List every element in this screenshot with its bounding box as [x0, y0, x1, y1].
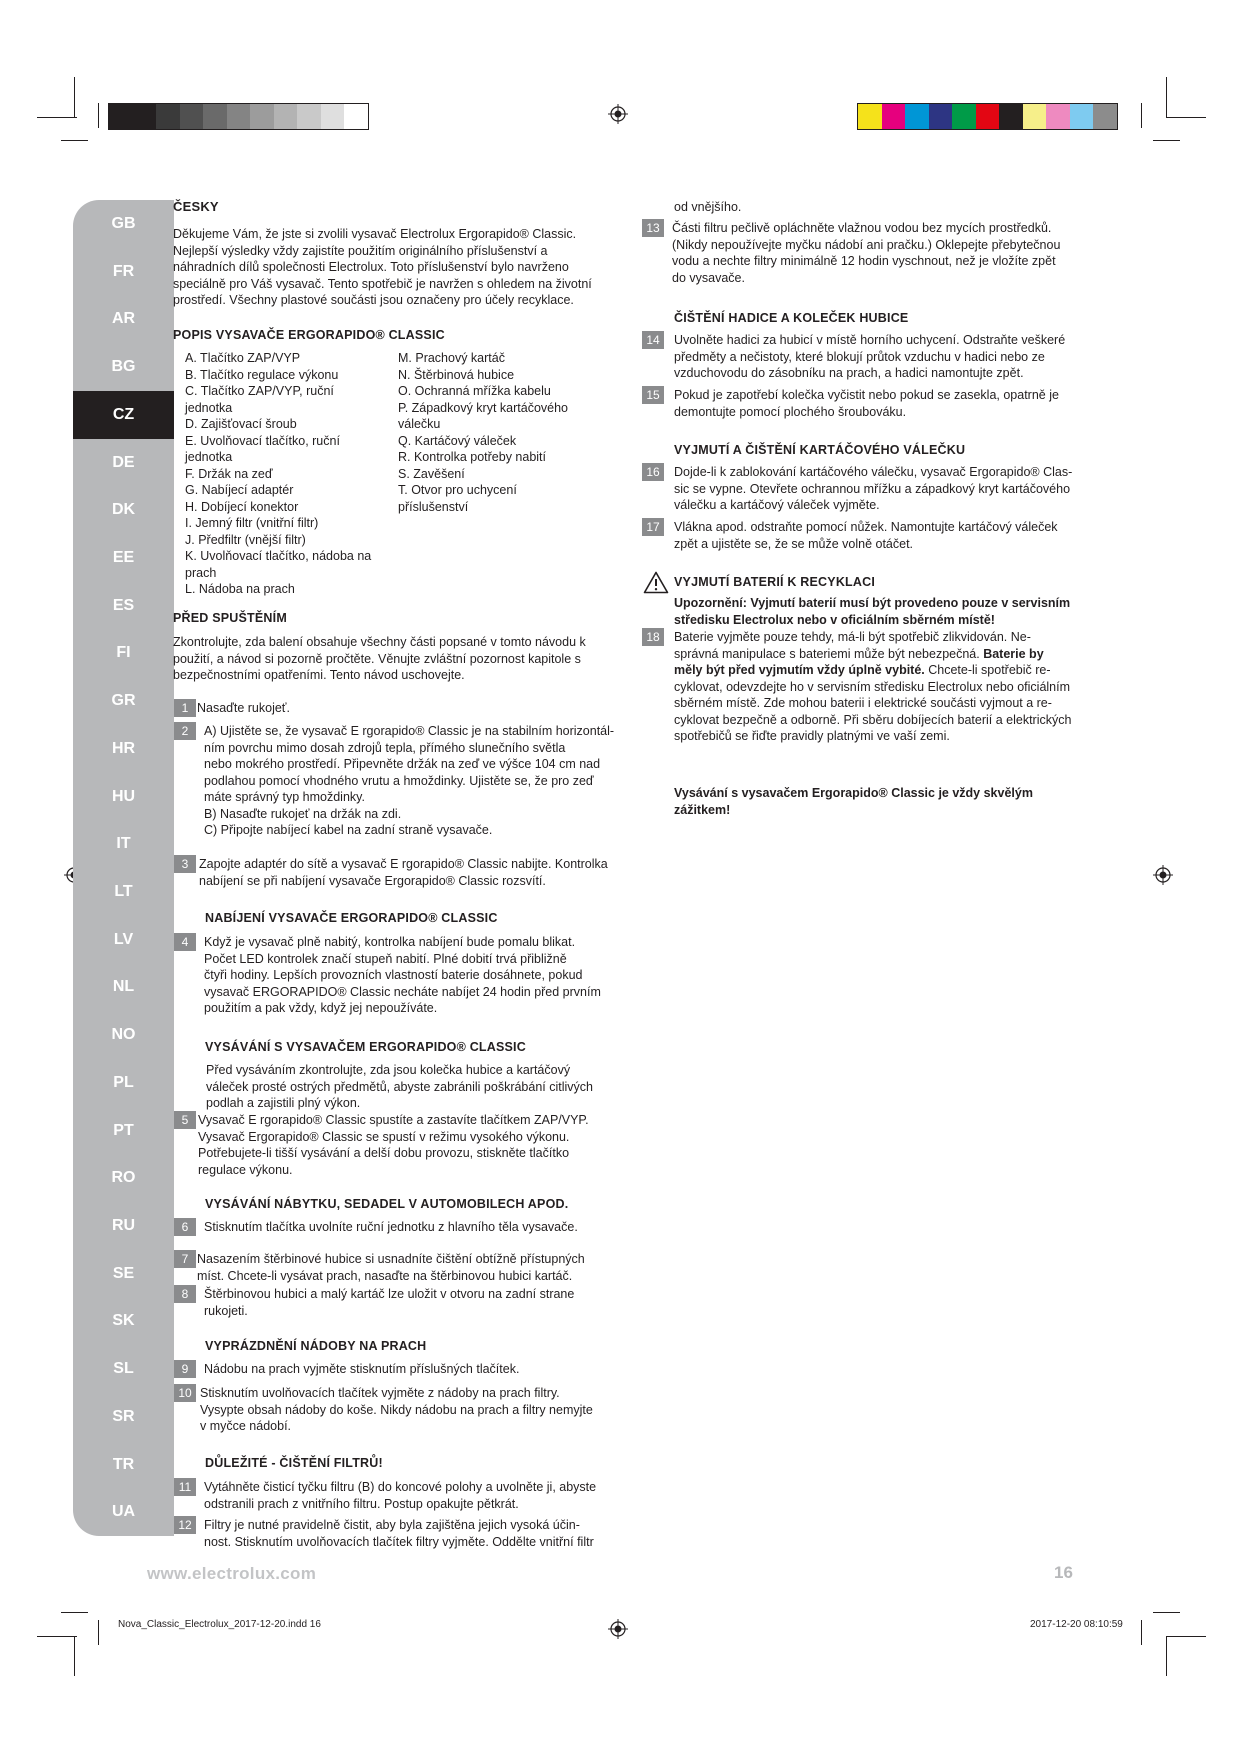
color-swatch — [882, 104, 906, 129]
color-swatch — [858, 104, 882, 129]
gray-swatch — [180, 104, 204, 129]
step-number: 2 — [174, 722, 196, 740]
page-number: 16 — [1054, 1563, 1073, 1582]
tab-pt: PT — [113, 1121, 134, 1139]
tab-dk: DK — [111, 501, 136, 519]
color-swatch — [1046, 104, 1070, 129]
battery-warning-text: Upozornění: Vyjmutí baterií musí být provedeno pouze v servisním středisku Electrolux nebo v oficiálním sběrném místě! — [674, 596, 1071, 627]
grayscale-bar — [108, 103, 369, 130]
slug-file: Nova_Classic_Electrolux_2017-12-20.indd 16 — [118, 1619, 321, 1630]
step-10-text: Stisknutím uvolňovacích tlačítek vyjměte z nádoby na prach filtry. Vysypte obsah nádoby do koše. Nikdy nádobu na prach a filtry nemyjte v myčce nádobí. — [200, 1386, 593, 1433]
footer-url: www.electrolux.com — [147, 1564, 317, 1583]
step-number: 11 — [174, 1478, 196, 1496]
tab-nl: NL — [112, 978, 135, 996]
step-number: 14 — [642, 331, 664, 349]
registration-mark-icon — [608, 1619, 628, 1639]
color-swatch — [929, 104, 953, 129]
step-6-text: Stisknutím tlačítka uvolníte ruční jednotku z hlavního těla vysavače. — [204, 1220, 578, 1234]
intro-text: Děkujeme Vám, že jste si zvolili vysavač Electrolux Ergorapido® Classic. Nejlepší výsledky vždy zajistíte použitím originálního příslušenství a náhradních dílů společnosti Electrolux. Toto příslušenství bylo navrženo speciálně pro Váš vysavač. Tento spotřebič je navržen s ohledem na životní prostředí. Všechny plastové součásti jsou označeny pro účely recyklace. — [173, 227, 592, 307]
color-swatch — [999, 104, 1023, 129]
section-title-filters: DŮLEŽITÉ - ČIŠTĚNÍ FILTRŮ! — [205, 1456, 383, 1470]
step-2-text: A) Ujistěte se, že vysavač E rgorapido® Classic je na stabilním horizontál- ním povrchu mimo dosah zdrojů tepla, přímého slunečního světla nebo mokrého prostředí. Připevněte držák na zeď ve výšce 104 cm nad podlahou pomocí vhodného vrutu a hmoždinky. Ujistěte se, že pro zeď máte správný typ hmoždinky. B) Nasaďte rukojeť na držák na zdi. C) Připojte nabíjecí kabel na zadní straně vysavače. — [204, 724, 615, 837]
tab-ro: RO — [111, 1169, 136, 1187]
warning-icon — [643, 571, 669, 594]
step-number: 7 — [174, 1250, 196, 1268]
gray-swatch — [133, 104, 157, 129]
tab-sr: SR — [112, 1407, 135, 1425]
step-number: 6 — [174, 1218, 196, 1236]
step-number: 15 — [642, 386, 664, 404]
parts-list-col1: A. Tlačítko ZAP/VYP B. Tlačítko regulace výkonu C. Tlačítko ZAP/VYP, ruční jednotka D. Zajišťovací šroub E. Uvolňovací tlačítko, ruční jednotka F. Držák na zeď G. Nabíjecí adaptér H. Dobíjecí konektor I. Jemný filtr (vnitřní filtr) J. Předfiltr (vnější filtr) K. Uvolňovací tlačítko, nádoba na prach L. Nádoba na prach — [185, 351, 372, 596]
color-swatch — [1093, 104, 1117, 129]
tab-ua: UA — [111, 1503, 136, 1521]
color-swatch — [976, 104, 1000, 129]
tab-ar: AR — [111, 310, 136, 328]
gray-swatch — [321, 104, 345, 129]
vacuuming-text: Před vysáváním zkontrolujte, zda jsou kolečka hubice a kartáčový váleček prosté ostrých předmětů, abyste zabránili poškrábání citlivých podlah a zajistili plný výkon. — [206, 1063, 593, 1110]
color-swatch — [905, 104, 929, 129]
section-title-furniture: VYSÁVÁNÍ NÁBYTKU, SEDADEL V AUTOMOBILECH APOD. — [205, 1197, 569, 1211]
parts-list-col2: M. Prachový kartáč N. Štěrbinová hubice O. Ochranná mřížka kabelu P. Západkový kryt kartáčového válečku Q. Kartáčový váleček R. Kontrolka potřeby nabití S. Zavěšení T. Otvor pro uchycení příslušenství — [398, 351, 568, 514]
step-number: 17 — [642, 518, 664, 536]
section-title-vacuuming: VYSÁVÁNÍ S VYSAVAČEM ERGORAPIDO® CLASSIC — [205, 1040, 526, 1054]
step-5-text: Vysavač E rgorapido® Classic spustíte a zastavíte tlačítkem ZAP/VYP. Vysavač Ergorapido® Classic se spustí v režimu vysokého výkonu. Potřebujete-li tišší vysávání a delší dobu provozu, stiskněte tlačítko regulace výkonu. — [198, 1113, 589, 1177]
step-9-text: Nádobu na prach vyjměte stisknutím příslušných tlačítek. — [204, 1362, 520, 1376]
step-number: 13 — [642, 219, 664, 237]
color-swatch — [1070, 104, 1094, 129]
color-swatch — [952, 104, 976, 129]
step-number: 5 — [174, 1111, 196, 1129]
tab-se: SE — [112, 1264, 135, 1282]
step-number: 8 — [174, 1285, 196, 1303]
section-title-charging: NABÍJENÍ VYSAVAČE ERGORAPIDO® CLASSIC — [205, 911, 498, 925]
step-12-text: Filtry je nutné pravidelně čistit, aby byla zajištěna jejich vysoká účin- nost. Stisknutím uvolňovacích tlačítek filtry vyjměte. Oddělte vnitřní filtr — [204, 1518, 594, 1549]
tab-sk: SK — [112, 1312, 135, 1330]
tab-gb: GB — [111, 215, 136, 232]
before-start-text: Zkontrolujte, zda balení obsahuje všechny části popsané v tomto návodu k použití, a návod si pozorně pročtěte. Věnujte zvláštní pozornost kapitole s bezpečnostními opatřeními. Tento návod uschovejte. — [173, 635, 586, 682]
step-number: 4 — [174, 933, 196, 951]
step-18-part-a: Baterie vyjměte pouze tehdy, má-li být spotřebič zlikvidován. Ne- správná manipulace s bateriemi může být nebezpečná. — [674, 630, 1031, 661]
section-title-brushroll: VYJMUTÍ A ČIŠTĚNÍ KARTÁČOVÉHO VÁLEČKU — [674, 443, 966, 457]
step-number: 3 — [174, 855, 196, 873]
tab-lv: LV — [113, 930, 134, 948]
step-17-text: Vlákna apod. odstraňte pomocí nůžek. Namontujte kartáčový váleček zpět a ujistěte se, že se může volně otáčet. — [674, 520, 1058, 551]
tab-hr: HR — [111, 739, 136, 757]
step-15-text: Pokud je zapotřebí kolečka vyčistit nebo pokud se zasekla, opatrně je demontujte pomocí plochého šroubováku. — [674, 388, 1059, 419]
section-title-before-start: PŘED SPUŠTĚNÍM — [173, 611, 287, 625]
registration-mark-icon — [1153, 865, 1173, 885]
tab-no: NO — [111, 1026, 136, 1044]
step-number: 10 — [174, 1384, 196, 1402]
slug-date: 2017-12-20 08:10:59 — [1030, 1619, 1123, 1630]
process-color-bar — [857, 103, 1118, 130]
tab-cz: CZ — [73, 391, 174, 439]
step-16-text: Dojde-li k zablokování kartáčového válečku, vysavač Ergorapido® Clas- sic se vypne. Otevřete ochrannou mřížku a západkový kryt kartáčového válečku a kartáčový váleček vyjměte. — [674, 465, 1073, 512]
step-4-text: Když je vysavač plně nabitý, kontrolka nabíjení bude pomalu blikat. Počet LED kontrolek značí stupeň nabití. Plné dobití trvá přibližně čtyři hodiny. Lepších provozních vlastností baterie dosáhnete, pokud vysavač ERGORAPIDO® Classic necháte nabíjet 24 hodin před prvním použitím a pak vždy, když jej nepoužíváte. — [204, 935, 601, 1015]
tab-sl: SL — [113, 1360, 134, 1378]
step-number: 9 — [174, 1360, 196, 1378]
tab-ee: EE — [112, 549, 135, 566]
step-14-text: Uvolněte hadici za hubicí v místě horního uchycení. Odstraňte veškeré předměty a nečistoty, které blokují průtok vzduchu v hadici nebo ze vzduchovodu do zásobníku na prach, a hadici namontujte zpět. — [674, 333, 1066, 380]
section-title-battery: VYJMUTÍ BATERIÍ K RECYKLACI — [674, 575, 876, 589]
color-swatch — [1023, 104, 1047, 129]
gray-swatch — [109, 104, 133, 129]
step-11-text: Vytáhněte čisticí tyčku filtru (B) do koncové polohy a uvolněte ji, abyste odstranili prach z vnitřního filtru. Postup opakujte pětkrát. — [204, 1480, 597, 1511]
step-13-text: Části filtru pečlivě opláchněte vlažnou vodou bez mycích prostředků. (Nikdy nepoužívejte myčku nádobí ani pračku.) Oklepejte přebytečnou vodu a nechte filtry minimálně 12 hodin vyschnout, než je vložíte zpět do vysavače. — [672, 221, 1061, 285]
section-title-emptying: VYPRÁZDNĚNÍ NÁDOBY NA PRACH — [205, 1339, 427, 1353]
tab-tr: TR — [112, 1455, 135, 1473]
tab-de: DE — [112, 453, 135, 471]
gray-swatch — [227, 104, 251, 129]
closing-text: Vysávání s vysavačem Ergorapido® Classic je vždy skvělým zážitkem! — [674, 786, 1033, 817]
tab-hu: HU — [111, 787, 136, 805]
step-number: 18 — [642, 628, 664, 646]
gray-swatch — [344, 104, 368, 129]
tab-es: ES — [112, 596, 135, 614]
tab-fr: FR — [112, 262, 135, 280]
registration-mark-icon — [608, 104, 628, 124]
tab-bg: BG — [111, 358, 136, 376]
section-title-hose: ČIŠTĚNÍ HADICE A KOLEČEK HUBICE — [674, 311, 909, 325]
tab-it: IT — [116, 835, 131, 853]
section-title-description: POPIS VYSAVAČE ERGORAPIDO® CLASSIC — [173, 328, 445, 342]
gray-swatch — [297, 104, 321, 129]
tab-pl: PL — [113, 1073, 134, 1091]
tab-ru: RU — [111, 1217, 136, 1234]
tab-lt: LT — [114, 883, 133, 900]
language-tabs — [73, 200, 174, 1536]
step-18-text — [674, 629, 1114, 745]
tab-fi: FI — [116, 644, 131, 662]
step-number: 12 — [174, 1516, 196, 1534]
step-1-text: Nasaďte rukojeť. — [197, 701, 290, 715]
page-title: ČESKY — [173, 199, 219, 214]
step-18-part-c: Chcete-li spotřebič re- cyklovat, odevzdejte ho v servisním středisku Electrolux nebo oficiálním sběrném místě. Zde mohou baterii i elektrické součásti vyjmout a re- cyklovat bezpečně a odborně. Při sběru dobíjecích baterií a elektrických spotřebičů se řiďte pravidly platnými ve vaší zemi. — [674, 663, 1072, 743]
tab-gr: GR — [111, 692, 136, 710]
step-3-text: Zapojte adaptér do sítě a vysavač E rgorapido® Classic nabijte. Kontrolka nabíjení se při nabíjení vysavače Ergorapido® Classic rozsvítí. — [199, 857, 608, 888]
gray-swatch — [156, 104, 180, 129]
step-number: 16 — [642, 463, 664, 481]
gray-swatch — [250, 104, 274, 129]
step-7-text: Nasazením štěrbinové hubice si usnadníte čištění obtížně přístupných míst. Chcete-li vysávat prach, nasaďte na štěrbinovou hubici kartáč. — [197, 1252, 585, 1283]
continued-text: od vnějšího. — [674, 200, 742, 214]
gray-swatch — [274, 104, 298, 129]
step-18-part-b: Baterie by měly být před vyjmutím vždy úplně vybité. — [674, 646, 1044, 677]
step-8-text: Štěrbinovou hubici a malý kartáč lze uložit v otvoru na zadní strane rukojeti. — [204, 1287, 575, 1318]
step-number: 1 — [174, 699, 196, 717]
gray-swatch — [203, 104, 227, 129]
